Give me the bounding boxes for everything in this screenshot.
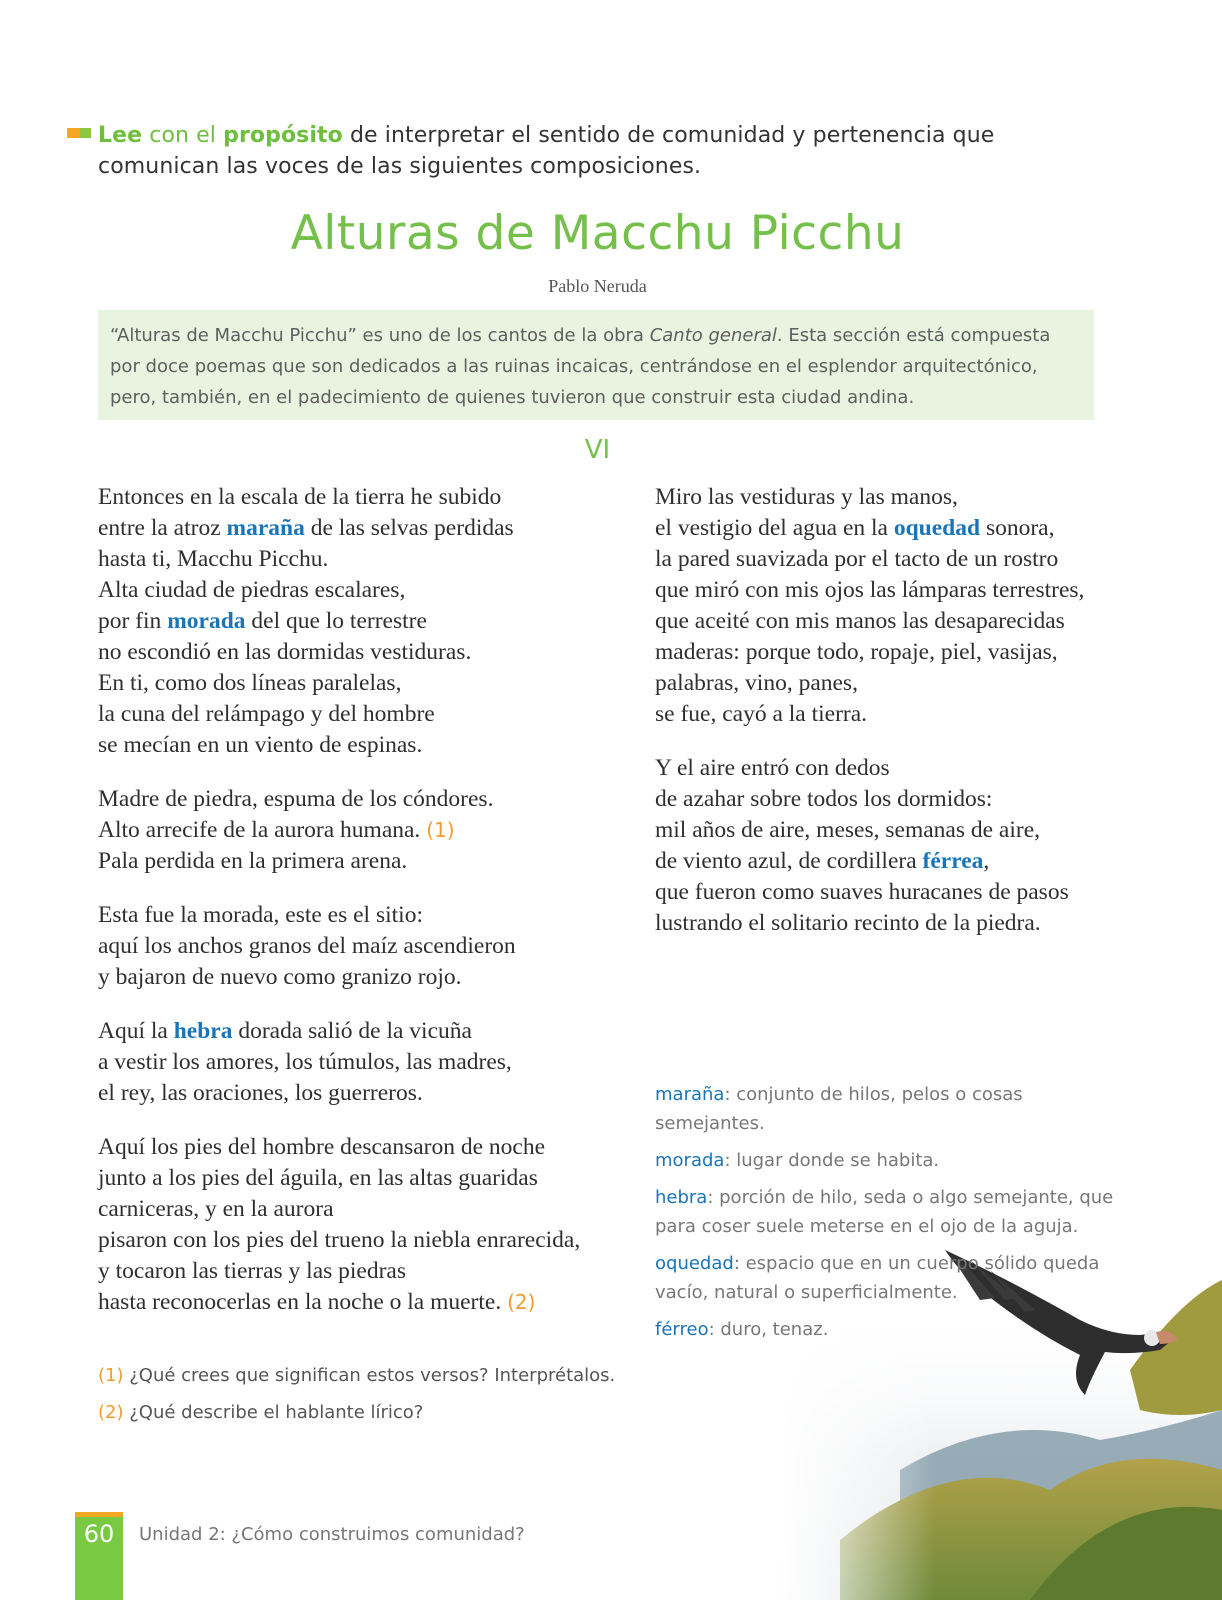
verse-line: aquí los anchos granos del maíz ascendieron (98, 933, 516, 959)
verse-line: Entonces en la escala de la tierra he subido (98, 484, 502, 510)
glossary-definition: : lugar donde se habita. (724, 1150, 940, 1171)
glossary-term: morada (655, 1150, 725, 1171)
verse-line: carniceras, y en la aurora (98, 1196, 334, 1222)
stanza-3 (98, 900, 628, 993)
stanza-5 (98, 1132, 628, 1318)
verse-line: junto a los pies del águila, en las altas guaridas (98, 1165, 538, 1191)
verse-text: dorada salió de la vicuña (232, 1018, 472, 1044)
intro-work-title: Canto general (649, 325, 777, 346)
verse-text: de las selvas perdidas (304, 515, 514, 541)
question-text: ¿Qué crees que significan estos versos? Interprétalos. (123, 1365, 616, 1386)
verse-line: En ti, como dos líneas paralelas, (98, 670, 402, 696)
intro-part2: . Esta sección está compuesta por doce poemas que son dedicados a las ruinas incaicas, centrándose en el esplendor arquitectónico, pero, también, en el padecimiento de quienes tuvieron que construir esta ciudad andina. (110, 325, 1051, 408)
vocab-word-oquedad: oquedad (893, 515, 981, 541)
verse-line: Madre de piedra, espuma de los cóndores. (98, 786, 494, 812)
verse-line (655, 846, 1195, 877)
verse-line: Alta ciudad de piedras escalares, (98, 577, 406, 603)
poem-title: Alturas de Macchu Picchu (290, 206, 905, 261)
verse-line: palabras, vino, panes, (655, 670, 858, 696)
verse-text: del que lo terrestre (245, 608, 427, 634)
page-number: 60 (83, 1520, 115, 1548)
verse-line: y tocaron las tierras y las piedras (98, 1258, 407, 1284)
poem-author: Pablo Neruda (548, 276, 647, 296)
page-tab-accent (75, 1512, 123, 1517)
verse-text: hasta reconocerlas en la noche o la muerte. (98, 1289, 508, 1315)
glossary-definition: : conjunto de hilos, pelos o cosas semejantes. (655, 1084, 1023, 1134)
unit-label: Unidad 2: ¿Cómo construimos comunidad? (139, 1524, 525, 1545)
glossary (655, 1080, 1125, 1352)
glossary-definition: : duro, tenaz. (708, 1319, 829, 1340)
question-callout-2: (2) (507, 1290, 536, 1314)
glossary-definition: : espacio que en un cuerpo sólido queda vacío, natural o superficialmente. (655, 1253, 1100, 1303)
question-number: (2) (98, 1402, 124, 1423)
purpose-proposito: propósito (223, 123, 343, 148)
purpose-line2: comunican las voces de las siguientes composiciones. (98, 154, 702, 179)
question-item (98, 1394, 698, 1431)
verse-line: Y el aire entró con dedos (655, 755, 890, 781)
glossary-entry (655, 1080, 1125, 1138)
stanza-4 (98, 1016, 628, 1109)
vocab-word-marana: maraña (226, 515, 305, 541)
glossary-definition: : porción de hilo, seda o algo semejante, que para coser suele meterse en el ojo de la aguja. (655, 1187, 1114, 1237)
verse-line: lustrando el solitario recinto de la piedra. (655, 910, 1041, 936)
vocab-word-morada: morada (167, 608, 246, 634)
vocab-word-ferrea: férrea (922, 848, 984, 874)
verse-line: a vestir los amores, los túmulos, las madres, (98, 1049, 512, 1075)
verse-text: por fin (98, 608, 168, 634)
verse-line: no escondió en las dormidas vestiduras. (98, 639, 472, 665)
purpose-line1-rest: de interpretar el sentido de comunidad y pertenencia que (342, 123, 995, 148)
poem-left-column (98, 482, 628, 1341)
verse-line: que aceité con mis manos las desaparecidas (655, 608, 1065, 634)
intro-text (110, 320, 1082, 413)
verse-line (98, 815, 628, 846)
verse-line (98, 1287, 628, 1318)
verse-line: Pala perdida en la primera arena. (98, 848, 408, 874)
verse-text: sonora, (980, 515, 1055, 541)
question-text: ¿Qué describe el hablante lírico? (123, 1402, 424, 1423)
verse-text: el vestigio del agua en la (655, 515, 894, 541)
verse-line: mil años de aire, meses, semanas de aire, (655, 817, 1040, 843)
verse-line: Esta fue la morada, este es el sitio: (98, 902, 423, 928)
glossary-entry (655, 1146, 1125, 1175)
question-callout-1: (1) (426, 818, 455, 842)
verse-text: Aquí la (98, 1018, 174, 1044)
glossary-entry (655, 1315, 1125, 1344)
verse-line: y bajaron de nuevo como granizo rojo. (98, 964, 462, 990)
purpose-lee: Lee (98, 123, 143, 148)
glossary-term: oquedad (655, 1253, 734, 1274)
verse-line: la cuna del relámpago y del hombre (98, 701, 435, 727)
section-marker (67, 128, 91, 138)
question-number: (1) (98, 1365, 124, 1386)
verse-line: Miro las vestiduras y las manos, (655, 484, 958, 510)
stanza-1 (98, 482, 628, 761)
verse-line: se mecían en un viento de espinas. (98, 732, 423, 758)
poem-right-column (655, 482, 1195, 962)
purpose-con-el: con el (142, 123, 224, 148)
glossary-term: férreo (655, 1319, 709, 1340)
reading-purpose (98, 120, 1098, 182)
verse-text: Alto arrecife de la aurora humana. (98, 817, 427, 843)
verse-line: pisaron con los pies del trueno la niebla enrarecida, (98, 1227, 581, 1253)
verse-line: se fue, cayó a la tierra. (655, 701, 868, 727)
question-item (98, 1357, 698, 1394)
stanza-7 (655, 753, 1195, 939)
verse-text: entre la atroz (98, 515, 227, 541)
verse-line: Aquí los pies del hombre descansaron de noche (98, 1134, 546, 1160)
intro-box (98, 310, 1094, 420)
verse-line (98, 606, 628, 637)
verse-line: maderas: porque todo, ropaje, piel, vasijas, (655, 639, 1058, 665)
verse-line (98, 513, 628, 544)
verse-line (98, 1016, 628, 1047)
verse-line: que miró con mis ojos las lámparas terrestres, (655, 577, 1085, 603)
glossary-entry (655, 1249, 1125, 1307)
verse-line: de azahar sobre todos los dormidos: (655, 786, 993, 812)
glossary-term: hebra (655, 1187, 708, 1208)
verse-line: que fueron como suaves huracanes de pasos (655, 879, 1069, 905)
glossary-entry (655, 1183, 1125, 1241)
stanza-6 (655, 482, 1195, 730)
verse-line (655, 513, 1195, 544)
verse-text: de viento azul, de cordillera (655, 848, 923, 874)
stanza-2 (98, 784, 628, 877)
verse-line: la pared suavizada por el tacto de un rostro (655, 546, 1059, 572)
intro-part1: “Alturas de Macchu Picchu” es uno de los cantos de la obra (110, 325, 650, 346)
verse-line: el rey, las oraciones, los guerreros. (98, 1080, 423, 1106)
vocab-word-hebra: hebra (173, 1018, 233, 1044)
verse-line: hasta ti, Macchu Picchu. (98, 546, 329, 572)
glossary-term: maraña (655, 1084, 725, 1105)
section-number: VI (584, 435, 611, 465)
verse-text: , (983, 848, 990, 874)
questions (98, 1357, 698, 1431)
